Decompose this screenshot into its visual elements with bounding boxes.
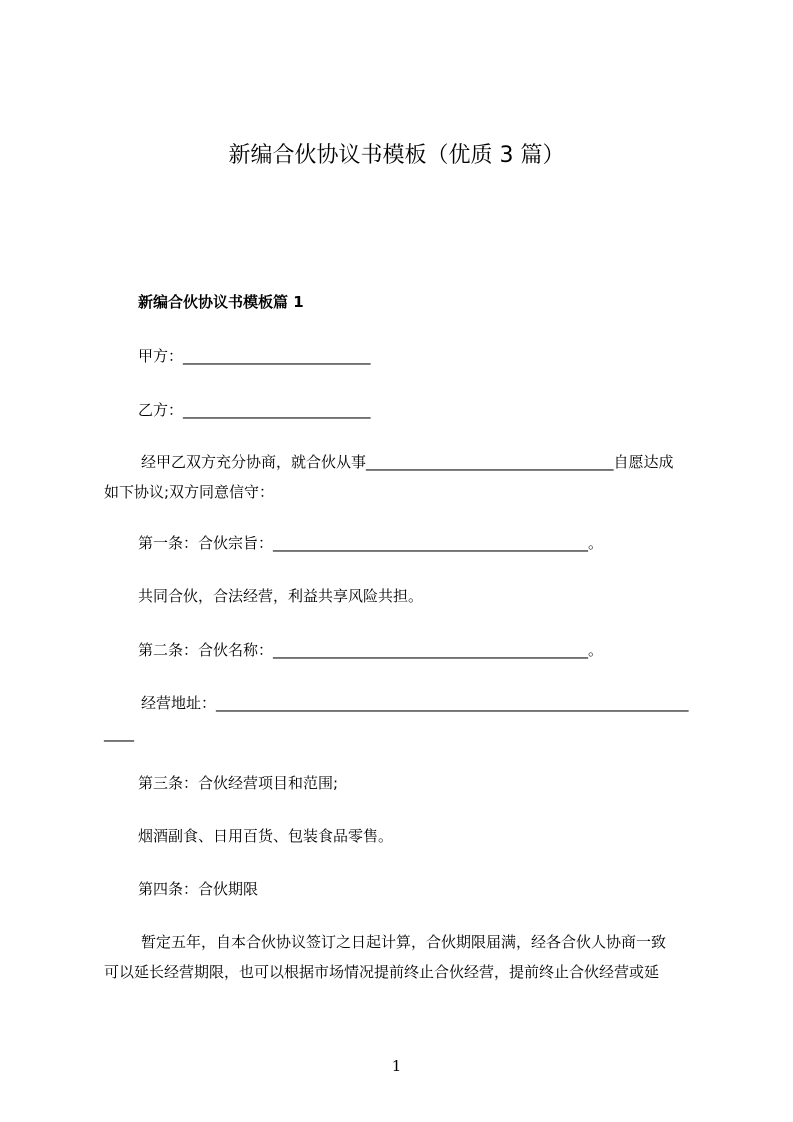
article-4-heading: 第四条：合伙期限	[138, 880, 259, 898]
article-3-heading: 第三条：合伙经营项目和范围;	[138, 774, 339, 792]
article-1-body: 共同合伙，合法经营，利益共享风险共担。	[138, 587, 424, 605]
article-4-body-line-1: 暂定五年，自本合伙协议签订之日起计算，合伙期限届满，经各合伙人协商一致	[141, 933, 667, 951]
address-line-1: 经营地址：_______________________________________________________________	[141, 694, 689, 712]
article-4-body-line-2: 可以延长经营期限，也可以根据市场情况提前终止合伙经营，提前终止合伙经营或延	[104, 963, 660, 981]
intro-paragraph-line-1: 经甲乙双方充分协商，就合伙从事_________________________________自愿达成	[141, 453, 674, 471]
article-3-body: 烟酒副食、日用百货、包装食品零售。	[138, 827, 394, 845]
address-line-2: ____	[104, 724, 134, 742]
article-2-heading: 第二条：合伙名称：__________________________________________。	[138, 641, 604, 659]
party-b-line: 乙方：_________________________	[138, 401, 371, 419]
article-1-heading: 第一条：合伙宗旨：__________________________________________。	[138, 534, 604, 552]
page-number: 1	[391, 1057, 402, 1075]
document-title: 新编合伙协议书模板（优质 3 篇）	[228, 143, 565, 168]
section-heading: 新编合伙协议书模板篇 1	[138, 293, 304, 311]
party-a-line: 甲方：_________________________	[138, 347, 371, 365]
intro-paragraph-line-2: 如下协议;双方同意信守：	[104, 483, 275, 501]
